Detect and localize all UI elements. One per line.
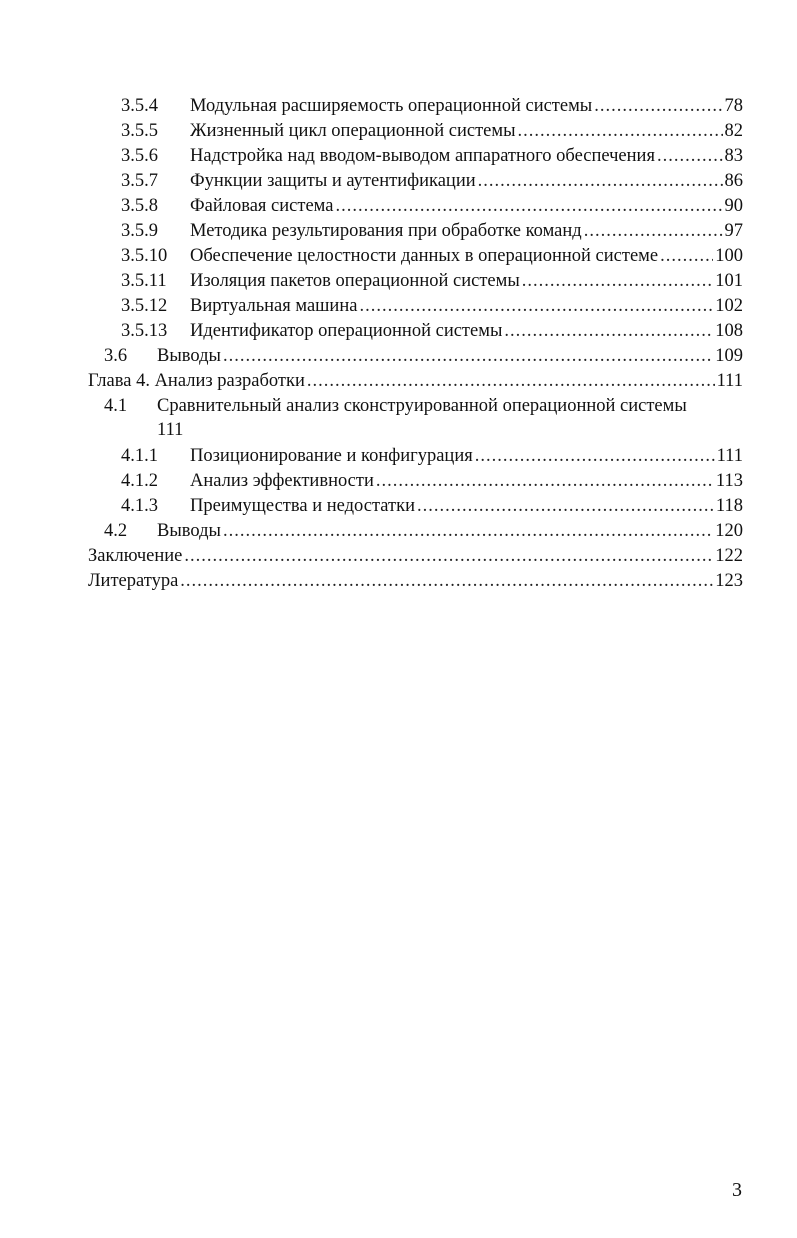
toc-entry-title: Анализ эффективности	[190, 471, 374, 491]
toc-entry-page: 78	[724, 96, 743, 116]
dot-leader	[522, 269, 714, 293]
dot-leader	[660, 244, 713, 268]
toc-entry-title: Литература	[88, 571, 179, 591]
toc-entry-page: 120	[715, 521, 743, 541]
dot-leader	[657, 144, 723, 168]
toc-entry-title: Идентификатор операционной системы	[190, 321, 503, 341]
dot-leader	[417, 494, 714, 518]
toc-entry-page: 82	[724, 121, 743, 141]
toc-entry-page: 111	[716, 446, 743, 466]
dot-leader	[223, 519, 713, 543]
toc-entry-title: Сравнительный анализ сконструированной операционной системы	[157, 396, 687, 416]
toc-entry-page: 90	[724, 196, 743, 216]
toc-entry-page: 97	[724, 221, 743, 241]
toc-entry-page: 86	[724, 171, 743, 191]
dot-leader	[584, 219, 723, 243]
dot-leader	[335, 194, 722, 218]
toc-entry-number: 4.1.1	[121, 446, 158, 466]
toc-entry-number: 3.5.8	[121, 196, 158, 216]
toc-entry-number: 4.1	[104, 396, 128, 416]
toc-entry-page: 113	[715, 471, 743, 491]
toc-entry-number: 3.5.12	[121, 296, 168, 316]
toc-entry-number: 3.5.10	[121, 246, 168, 266]
toc-entry-page: 122	[715, 546, 743, 566]
toc-entry-number: 4.2	[104, 521, 128, 541]
toc-entry-number: 3.5.5	[121, 121, 158, 141]
dot-leader	[180, 569, 713, 593]
toc-entry-number: 3.5.6	[121, 146, 158, 166]
toc-entry-title: Функции защиты и аутентификации	[190, 171, 476, 191]
toc-entry-number: 3.5.7	[121, 171, 158, 191]
toc-entry-page: 101	[715, 271, 743, 291]
toc-entry-number: 4.1.3	[121, 496, 158, 516]
toc-entry-page: 108	[715, 321, 743, 341]
dot-leader	[184, 544, 713, 568]
toc-entry-page: 123	[715, 571, 743, 591]
dot-leader	[376, 469, 714, 493]
toc-entry-number: 3.5.9	[121, 221, 158, 241]
toc-entry-number: 4.1.2	[121, 471, 158, 491]
toc-entry-title: Обеспечение целостности данных в операционной системе	[190, 246, 659, 266]
toc-entry-title: Заключение	[88, 546, 183, 566]
toc-entry-title: Файловая система	[190, 196, 334, 216]
dot-leader	[359, 294, 713, 318]
toc-entry-title: Жизненный цикл операционной системы	[190, 121, 516, 141]
toc-entry-title: Изоляция пакетов операционной системы	[190, 271, 520, 291]
toc-entry-page: 109	[715, 346, 743, 366]
dot-leader	[478, 169, 723, 193]
toc-entry-number: 3.5.11	[121, 271, 167, 291]
toc-entry-page: 83	[724, 146, 743, 166]
toc-entry-title: Выводы	[157, 346, 221, 366]
toc-entry-title: Глава 4. Анализ разработки	[88, 371, 305, 391]
page-number: 3	[732, 1179, 742, 1201]
dot-leader	[223, 344, 713, 368]
toc-entry-number: 3.5.13	[121, 321, 168, 341]
toc-entry-title: Выводы	[157, 521, 221, 541]
dot-leader	[504, 319, 713, 343]
toc-entry-title: Виртуальная машина	[190, 296, 358, 316]
toc-entry-page: 118	[715, 496, 743, 516]
dot-leader	[475, 444, 715, 468]
toc-entry-page: 100	[715, 246, 743, 266]
toc-entry-title: Позиционирование и конфигурация	[190, 446, 473, 466]
toc-entry-title: Надстройка над вводом-выводом аппаратного обеспечения	[190, 146, 655, 166]
toc-entry-page: 111	[716, 371, 743, 391]
toc-entry-title: Преимущества и недостатки	[190, 496, 415, 516]
toc-entry-page: 102	[715, 296, 743, 316]
dot-leader	[307, 369, 715, 393]
dot-leader	[518, 119, 723, 143]
toc-entry-title: Методика результирования при обработке команд	[190, 221, 582, 241]
toc-entry-title: Модульная расширяемость операционной системы	[190, 96, 593, 116]
toc-entry-page: 111	[157, 420, 184, 440]
dot-leader	[594, 94, 722, 118]
toc-entry-number: 3.5.4	[121, 96, 158, 116]
toc-entry-number: 3.6	[104, 346, 128, 366]
